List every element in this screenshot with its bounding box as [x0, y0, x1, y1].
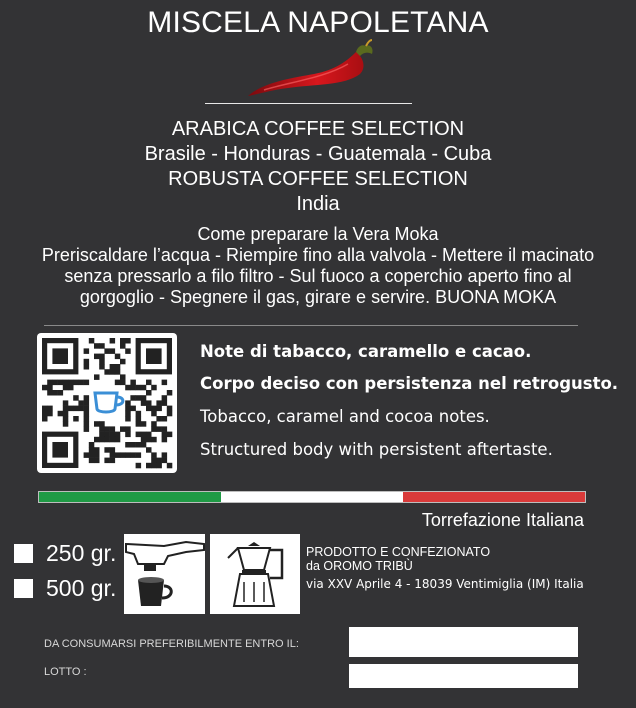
qr-code-icon[interactable]: [37, 333, 177, 473]
tasting-note-en-2: Structured body with persistent aftertaste.: [200, 440, 553, 459]
tasting-note-en-1: Tobacco, caramel and cocoa notes.: [200, 407, 490, 426]
producer-line-2: da OROMO TRIBÙ: [306, 559, 413, 573]
preparation-heading: Come preparare la Vera Moka: [197, 224, 439, 244]
page-title: MISCELA NAPOLETANA: [147, 6, 489, 39]
preparation-line: Preriscaldare l’acqua - Riempire fino alla valvola - Mettere il macinato: [41, 245, 595, 265]
flag-green: [39, 492, 221, 502]
flag-red: [403, 492, 585, 502]
section-divider: [44, 325, 578, 326]
best-before-label: DA CONSUMARSI PREFERIBILMENTE ENTRO IL:: [44, 638, 299, 650]
tasting-note-it-1: Note di tabacco, caramello e cacao.: [200, 342, 532, 361]
arabica-origins: Brasile - Honduras - Guatemala - Cuba: [144, 143, 492, 165]
tasting-note-it-2: Corpo deciso con persistenza nel retrogusto.: [200, 374, 619, 393]
preparation-line: senza pressarlo a filo filtro - Sul fuoco a coperchio aperto fino al: [64, 266, 572, 286]
lot-label: LOTTO :: [44, 666, 87, 678]
lot-field[interactable]: [349, 664, 578, 688]
weight-250-checkbox[interactable]: [14, 544, 33, 563]
preparation-line: gorgoglio - Spegnere il gas, girare e servire. BUONA MOKA: [79, 287, 557, 307]
robusta-heading: ROBUSTA COFFEE SELECTION: [168, 168, 468, 190]
producer-line-1: PRODOTTO E CONFEZIONATO: [306, 545, 491, 559]
weight-500-label: 500 gr.: [46, 575, 117, 601]
weight-250-label: 250 gr.: [46, 540, 117, 566]
moka-pot-icon: [210, 534, 300, 614]
arabica-heading: ARABICA COFFEE SELECTION: [171, 118, 465, 140]
producer-address: via XXV Aprile 4 - 18039 Ventimiglia (IM) Italia: [306, 577, 584, 591]
robusta-origins: India: [296, 193, 340, 215]
weight-500-checkbox[interactable]: [14, 579, 33, 598]
title-divider: [205, 103, 412, 104]
qr-code-graphic: [37, 333, 177, 473]
italian-flag-bar: [38, 491, 586, 503]
roaster-label: Torrefazione Italiana: [421, 510, 584, 530]
flag-white: [221, 492, 403, 502]
best-before-field[interactable]: [349, 627, 578, 657]
chili-pepper-icon: [244, 38, 384, 102]
espresso-machine-icon: [124, 534, 205, 614]
